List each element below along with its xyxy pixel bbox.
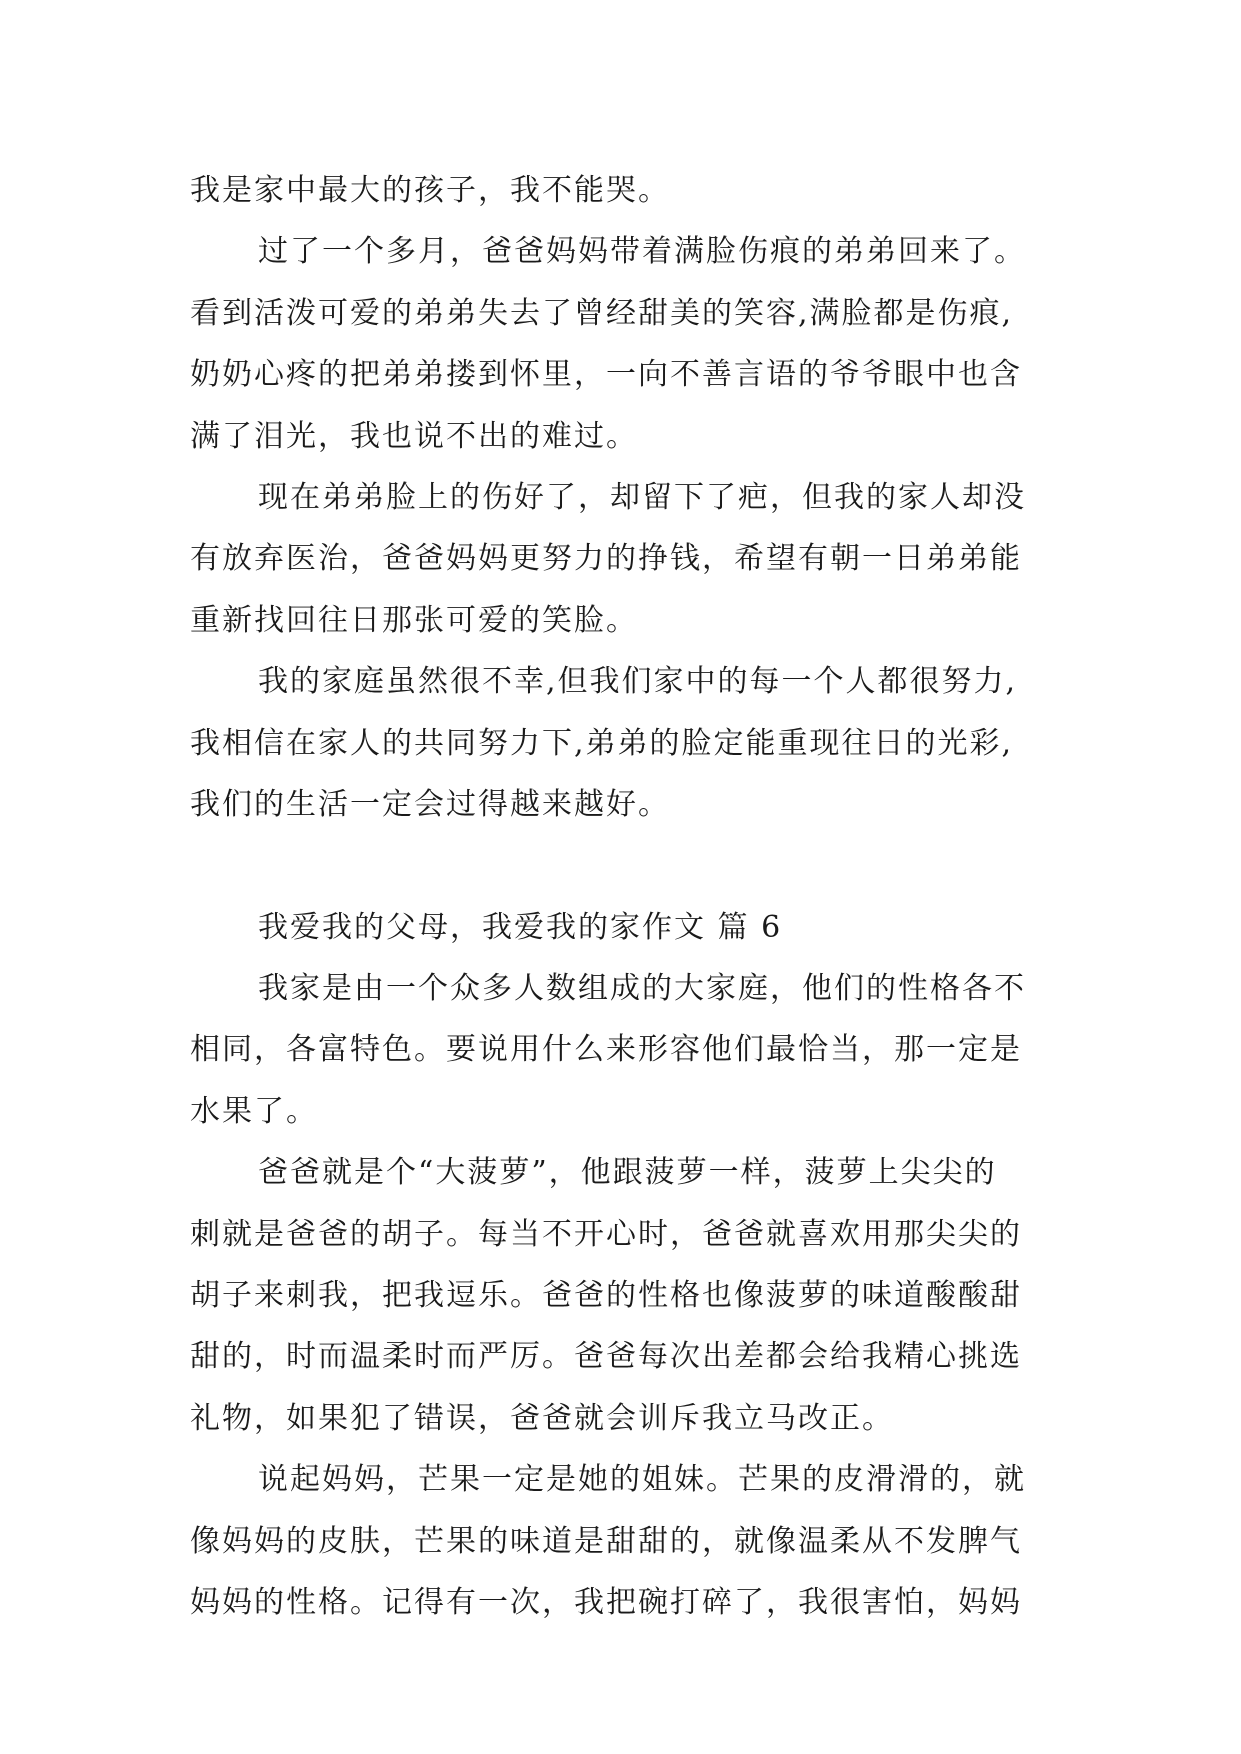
text-line: 奶奶心疼的把弟弟搂到怀里，一向不善言语的爷爷眼中也含 <box>190 357 1022 393</box>
text-line: 像妈妈的皮肤，芒果的味道是甜甜的，就像温柔从不发脾气 <box>190 1523 1022 1559</box>
text-line: 水果了。 <box>190 1093 318 1129</box>
text-line: 爸爸就是个“大菠萝”，他跟菠萝一样，菠萝上尖尖的 <box>258 1155 997 1191</box>
text-line: 看到活泼可爱的弟弟失去了曾经甜美的笑容,满脸都是伤痕, <box>190 295 1014 331</box>
text-line: 说起妈妈，芒果一定是她的姐妹。芒果的皮滑滑的，就 <box>258 1462 1026 1498</box>
section-heading: 我爱我的父母，我爱我的家作文 篇 6 <box>258 909 783 945</box>
text-line: 刺就是爸爸的胡子。每当不开心时，爸爸就喜欢用那尖尖的 <box>190 1216 1022 1252</box>
text-line: 有放弃医治，爸爸妈妈更努力的挣钱，希望有朝一日弟弟能 <box>190 541 1022 577</box>
text-line: 我家是由一个众多人数组成的大家庭，他们的性格各不 <box>258 971 1026 1007</box>
text-line: 现在弟弟脸上的伤好了，却留下了疤，但我的家人却没 <box>258 479 1026 515</box>
text-line: 甜的，时而温柔时而严厉。爸爸每次出差都会给我精心挑选 <box>190 1339 1022 1375</box>
text-line: 重新找回往日那张可爱的笑脸。 <box>190 602 638 638</box>
document-body <box>190 160 1090 1633</box>
text-line: 我是家中最大的孩子，我不能哭。 <box>190 173 670 208</box>
text-line: 礼物，如果犯了错误，爸爸就会训斥我立马改正。 <box>190 1400 894 1436</box>
text-line: 相同，各富特色。要说用什么来形容他们最恰当，那一定是 <box>190 1032 1022 1068</box>
paragraph-gap <box>190 835 1090 896</box>
text-line: 妈妈的性格。记得有一次，我把碗打碎了，我很害怕，妈妈 <box>190 1584 1022 1620</box>
text-line: 我的家庭虽然很不幸,但我们家中的每一个人都很努力, <box>258 664 1018 700</box>
text-line: 过了一个多月，爸爸妈妈带着满脸伤痕的弟弟回来了。 <box>258 234 1026 270</box>
text-line: 满了泪光，我也说不出的难过。 <box>190 418 638 454</box>
text-line: 我相信在家人的共同努力下,弟弟的脸定能重现往日的光彩, <box>190 725 1014 761</box>
text-line: 胡子来刺我，把我逗乐。爸爸的性格也像菠萝的味道酸酸甜 <box>190 1278 1022 1314</box>
text-line: 我们的生活一定会过得越来越好。 <box>190 786 670 822</box>
